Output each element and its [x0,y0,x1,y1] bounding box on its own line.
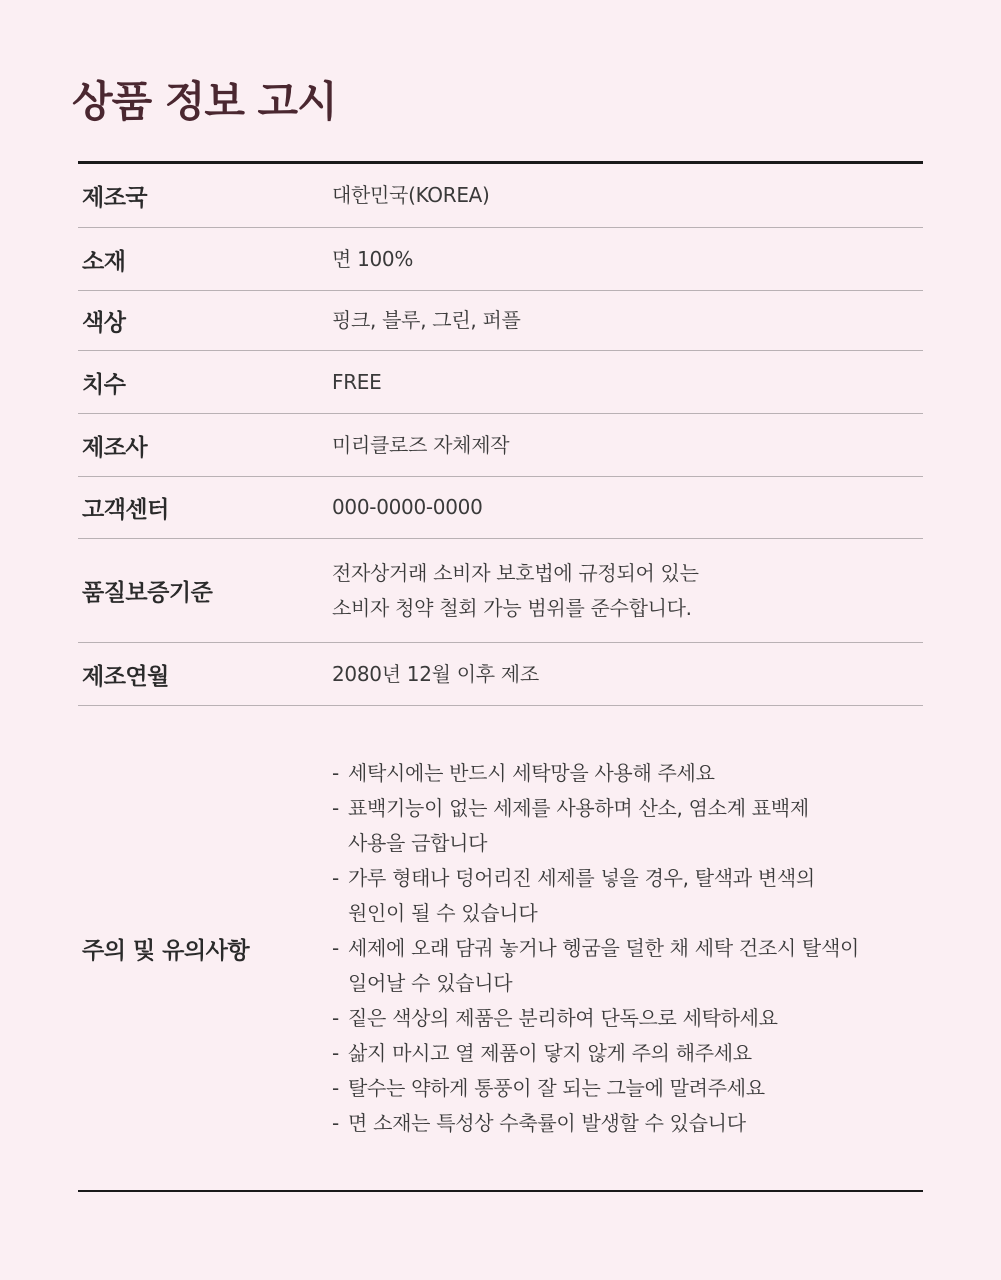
row-value: 면 100% [332,246,414,271]
list-item [332,1036,923,1071]
table-row-manufacture-date [78,643,923,706]
list-item-text: 짙은 색상의 제품은 분리하여 단독으로 세탁하세요 [348,1005,778,1030]
row-value: 미리클로즈 자체제작 [332,432,510,457]
row-label: 소재 [82,248,126,275]
list-item-text: 면 소재는 특성상 수축률이 발생할 수 있습니다 [348,1110,746,1135]
list-item-text: 세탁시에는 반드시 세탁망을 사용해 주세요 [348,760,715,785]
row-label: 고객센터 [82,497,169,523]
table-row-material [78,228,923,291]
row-value: 핑크, 블루, 그린, 퍼플 [332,308,521,332]
row-value: 2080년 12월 이후 제조 [332,661,539,686]
cautions-list [332,756,923,1141]
row-label: 주의 및 유의사항 [82,937,250,964]
dash-marker: - [332,865,339,890]
dash-marker: - [332,1110,339,1135]
table-row-quality-standard [78,539,923,643]
row-label: 제조사 [82,434,148,461]
list-item-text: 삶지 마시고 열 제품이 닿지 않게 주의 해주세요 [348,1040,752,1065]
table-row-cautions [78,706,923,1192]
list-item-text: 세제에 오래 담궈 놓거나 헹굼을 덜한 채 세탁 건조시 탈색이 일어날 수 있습니다 [348,935,859,995]
table-row-manufacturer [78,414,923,477]
dash-marker: - [332,1005,339,1030]
row-value: 전자상거래 소비자 보호법에 규정되어 있는 소비자 청약 철회 가능 범위를 준수합니다. [332,560,699,620]
row-value: 000-0000-0000 [332,495,483,519]
list-item-text: 탈수는 약하게 통풍이 잘 되는 그늘에 말려주세요 [348,1075,765,1100]
row-label: 색상 [82,310,126,336]
dash-marker: - [332,935,339,960]
row-label: 제조국 [82,185,148,211]
dash-marker: - [332,760,339,785]
dash-marker: - [332,795,339,820]
list-item-text: 표백기능이 없는 세제를 사용하며 산소, 염소계 표백제 사용을 금합니다 [348,795,809,855]
row-label: 품질보증기준 [82,580,213,606]
product-info-table [78,161,923,1192]
row-label: 제조연월 [82,663,169,690]
list-item [332,756,923,791]
list-item-text: 가루 형태나 덩어리진 세제를 넣을 경우, 탈색과 변색의 원인이 될 수 있습니다 [348,865,815,925]
list-item [332,1001,923,1036]
table-row-country [78,164,923,228]
list-item [332,1071,923,1106]
dash-marker: - [332,1075,339,1100]
row-value: 대한민국(KOREA) [332,183,490,207]
list-item [332,1106,923,1141]
list-item [332,931,923,1001]
list-item [332,791,923,861]
page-title: 상품 정보 고시 [72,77,337,126]
table-row-color [78,291,923,351]
dash-marker: - [332,1040,339,1065]
row-value: FREE [332,369,382,394]
table-row-size [78,351,923,414]
row-label: 치수 [82,371,126,398]
table-row-customer-service [78,477,923,539]
list-item [332,861,923,931]
